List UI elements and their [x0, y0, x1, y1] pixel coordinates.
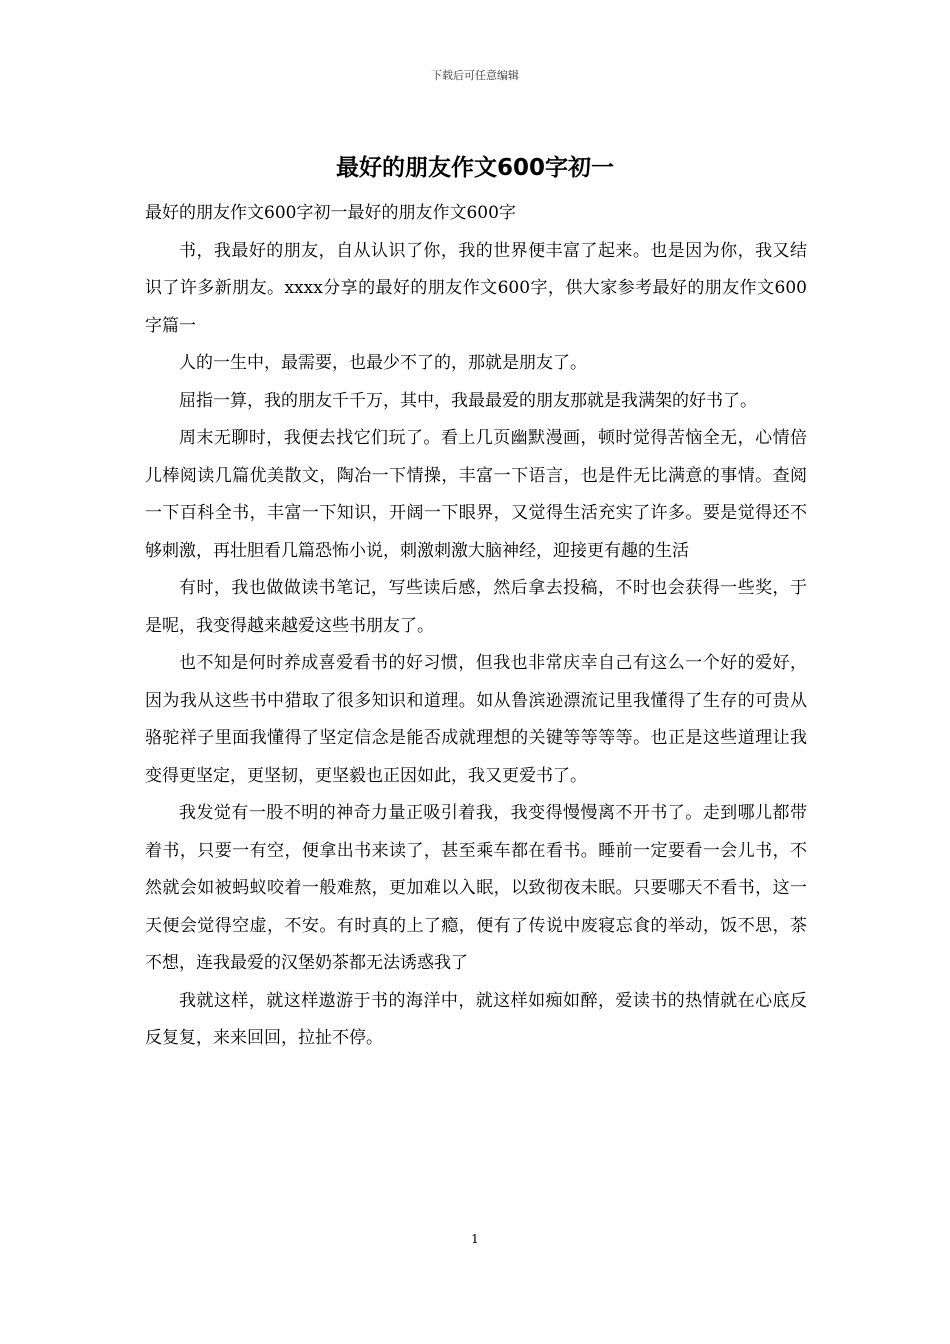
subtitle-line: 最好的朋友作文600字初一最好的朋友作文600字 — [145, 203, 516, 223]
paragraph: 有时，我也做做读书笔记，写些读后感，然后拿去投稿，不时也会获得一些奖，于是呢，我变得越来越爱这些书朋友了。 — [145, 578, 807, 636]
article-body — [145, 195, 807, 1058]
paragraph: 也不知是何时养成喜爱看书的好习惯，但我也非常庆幸自己有这么一个好的爱好，因为我从这些书中猎取了很多知识和道理。如从鲁滨逊漂流记里我懂得了生存的可贵从骆驼祥子里面我懂得了坚定信念是能否成就理想的关键等等等等。也正是这些道理让我变得更坚定，更坚韧，更坚毅也正因如此，我又更爱书了。 — [145, 653, 807, 786]
page-number: 1 — [471, 1232, 479, 1246]
paragraph: 人的一生中，最需要，也最少不了的，那就是朋友了。 — [179, 353, 587, 373]
paragraph: 我就这样，就这样遨游于书的海洋中，就这样如痴如醉，爱读书的热情就在心底反反复复，来来回回，拉扯不停。 — [145, 990, 807, 1048]
paragraph: 屈指一算，我的朋友千千万，其中，我最最爱的朋友那就是我满架的好书了。 — [179, 390, 757, 411]
paragraph: 周末无聊时，我便去找它们玩了。看上几页幽默漫画，顿时觉得苦恼全无，心情倍儿棒阅读几篇优美散文，陶冶一下情操，丰富一下语言，也是件无比满意的事情。查阅一下百科全书，丰富一下知识，开阔一下眼界，又觉得生活充实了许多。要是觉得还不够刺激，再壮胆看几篇恐怖小说，刺激刺激大脑神经，迎接更有趣的生活 — [145, 428, 807, 561]
header-note: 下载后可任意编辑 — [431, 69, 519, 82]
paragraph: 我发觉有一股不明的神奇力量正吸引着我，我变得慢慢离不开书了。走到哪儿都带着书，只要一有空，便拿出书来读了，甚至乘车都在看书。睡前一定要看一会儿书，不然就会如被蚂蚁咬着一般难熬，更加难以入眠，以致彻夜未眠。只要哪天不看书，这一天便会觉得空虚，不安。有时真的上了瘾，便有了传说中废寝忘食的举动，饭不思，茶不想，连我最爱的汉堡奶茶都无法诱惑我了 — [145, 803, 807, 973]
page-title: 最好的朋友作文600字初一 — [335, 155, 614, 181]
paragraph: 书，我最好的朋友，自从认识了你，我的世界便丰富了起来。也是因为你，我又结识了许多新朋友。xxxx分享的最好的朋友作文600字，供大家参考最好的朋友作文600字篇一 — [145, 240, 807, 336]
